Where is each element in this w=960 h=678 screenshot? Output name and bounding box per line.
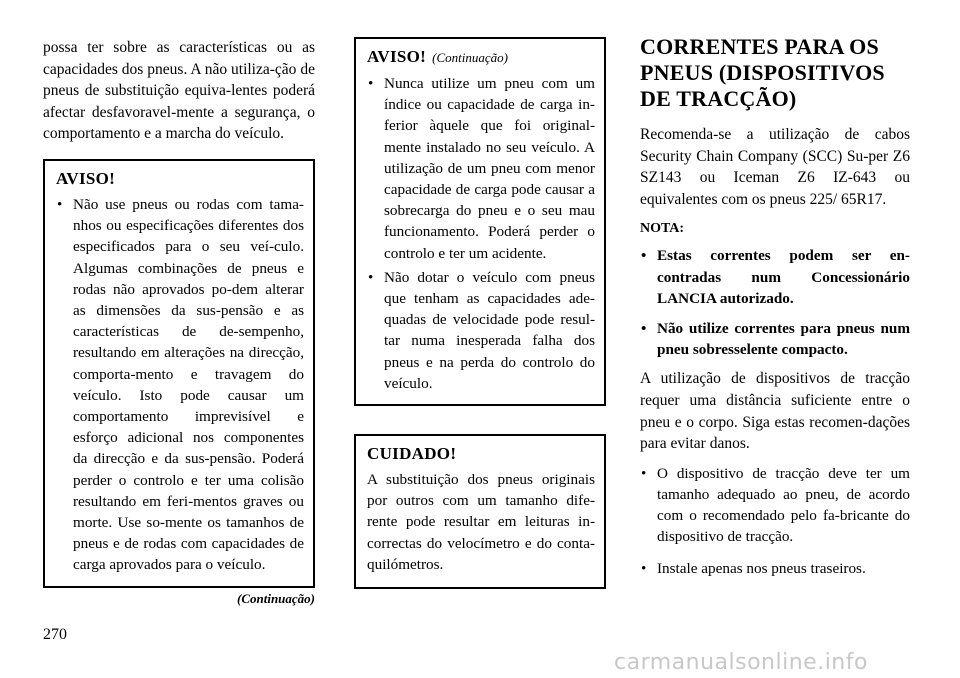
traction-paragraph: A utilização de dispositivos de tracção requer uma distância suficiente entre o pneu e o corpo. Siga estas recomen-dações para evitar danos. [640,370,910,453]
note-label: NOTA: [640,221,685,237]
traction-item: • O dispositivo de tracção deve ter um tamanho adequado ao pneu, de acordo com o recomendado pelo fa-bricante do dispositivo de tracção. [640,463,910,548]
page-number: 270 [43,626,67,643]
caution-box [354,434,606,589]
traction-item: • Instale apenas nos pneus traseiros. [640,558,910,579]
recommendation-paragraph: Recomenda-se a utilização de cabos Security Chain Company (SCC) Su-per Z6 SZ143 ou Iceman Z6 IZ-643 ou equivalentes com os pneus 225/ 65R17. [640,126,910,208]
warning-title-text: AVISO! [367,47,427,66]
continued-label: (Continuação) [432,50,508,65]
note-item: • Estas correntes podem ser en-contradas num Concessionário LANCIA autorizado. [640,245,910,309]
intro-paragraph: possa ter sobre as características ou as capacidades dos pneus. A não utiliza-ção de pneus de substituição equiva-lentes poderá afectar desfavoravel-mente a segurança, o comportamento e a marcha do veículo. [43,39,315,143]
traction-list [640,463,910,579]
warning-box-continued [354,37,606,406]
note-item: • Não utilize correntes para pneus num pneu sobresselente compacto. [640,318,910,360]
column-right [640,34,910,579]
warning-item: • Nunca utilize um pneu com um índice ou capacidade de carga in-ferior àquele que foi original-mente instalado no seu veículo. A utilização de um pneu com menor capacidade de carga pode causar a sobrecarga do pneu e o seu mau funcionamento. Poderá perder o controlo e ter um acidente. [367,73,595,264]
warning-title-continued [367,47,595,68]
watermark: carmanualsonline.info [614,650,868,675]
warning-list [367,73,595,394]
column-left [43,37,315,607]
note-list [640,245,910,360]
section-heading: CORRENTES PARA OS PNEUS (DISPOSITIVOS DE TRACÇÃO) [640,34,885,111]
caution-title: CUIDADO! [367,444,457,464]
warning-title: AVISO! [56,168,116,188]
caution-text: A substituição dos pneus originais por outros com um tamanho dife-rente pode resultar em leituras in-correctas do velocímetro e do conta-quilómetros. [367,471,595,573]
warning-list [56,194,304,576]
warning-item: • Não dotar o veículo com pneus que tenham as capacidades ade-quadas de velocidade pode resul-tar numa inesperada falha dos pneus e na perda do controlo do veículo. [367,267,595,394]
column-middle [354,37,606,589]
warning-box [43,159,315,588]
warning-item: • Não use pneus ou rodas com tama-nhos ou especificações diferentes dos especificados para o seu veí-culo. Algumas combinações de pneus e rodas não aprovados po-dem alterar as dimensões da sus-pensão e as características de de-sempenho, resultando em alterações na direcção, comporta-mento e travagem do veículo. Isto pode causar um comportamento imprevisível e esforço adicional nos componentes da direcção e da sus-pensão. Poderá perder o controlo e ter uma colisão resultando em feri-mentos graves ou morte. Use so-mente os tamanhos de pneus e de rodas com capacidades de carga aprovados para o veículo. [56,194,304,576]
continued-label: (Continuação) [236,590,315,606]
